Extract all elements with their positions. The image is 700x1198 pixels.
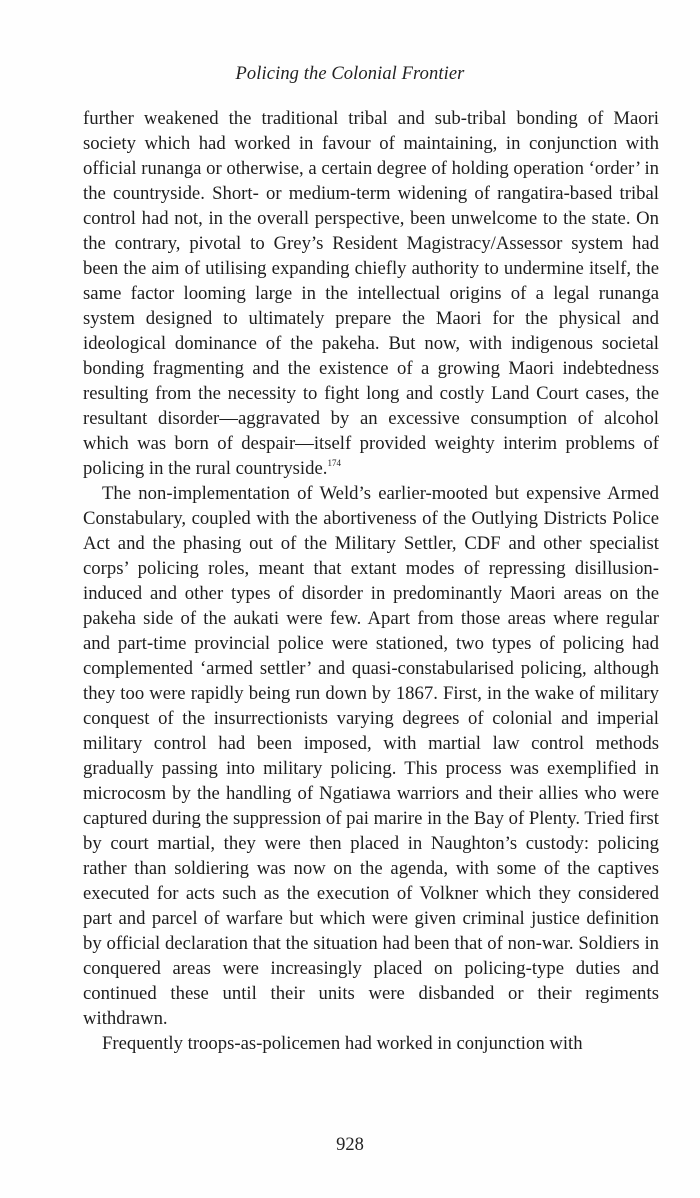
paragraph-1 <box>83 106 659 481</box>
body-text <box>83 106 659 1056</box>
paragraph-3-text: Frequently troops-as-policemen had worked in conjunction with <box>102 1033 583 1054</box>
paragraph-1-text: further weakened the traditional tribal and sub-tribal bonding of Maori society which had worked in favour of maintaining, in conjunction with official runanga or otherwise, a certain degree of holding operation ‘order’ in the countryside. Short- or medium-term widening of rangatira-based tribal control had not, in the overall perspective, been unwelcome to the state. On the contrary, pivotal to Grey’s Resident Magistracy/Assessor system had been the aim of utilising expanding chiefly authority to undermine itself, the same factor looming large in the intellectual origins of a legal runanga system designed to ultimately prepare the Maori for the physical and ideological dominance of the pakeha. But now, with indigenous societal bonding fragmenting and the existence of a growing Maori indebtedness resulting from the necessity to fight long and costly Land Court cases, the resultant disorder—aggravated by an excessive consumption of alcohol which was born of despair—itself provided weighty interim problems of policing in the rural countryside. <box>83 108 659 479</box>
page-number: 928 <box>336 1135 364 1155</box>
paragraph-2-text: The non-implementation of Weld’s earlier-mooted but expensive Armed Constabulary, coupled with the abortiveness of the Outlying Districts Police Act and the phasing out of the Military Settler, CDF and other specialist corps’ policing roles, meant that extant modes of repressing disillusion-induced and other types of disorder in predominantly Maori areas on the pakeha side of the aukati were few. Apart from those areas where regular and part-time provincial police were stationed, two types of policing had complemented ‘armed settler’ and quasi-constabularised policing, although they too were rapidly being run down by 1867. First, in the wake of military conquest of the insurrectionists varying degrees of colonial and imperial military control had been imposed, with martial law control methods gradually passing into military policing. This process was exemplified in microcosm by the handling of Ngatiawa warriors and their allies who were captured during the suppression of pai marire in the Bay of Plenty. Tried first by court martial, they were then placed in Naughton’s custody: policing rather than soldiering was now on the agenda, with some of the captives executed for acts such as the execution of Volkner which they considered part and parcel of warfare but which were given criminal justice definition by official declaration that the situation had been that of non-war. Soldiers in conquered areas were increasingly placed on policing-type duties and continued these until their units were disbanded or their regiments withdrawn. <box>83 483 659 1029</box>
paragraph-2 <box>83 481 659 1031</box>
paragraph-3 <box>83 1031 659 1056</box>
footnote-marker[interactable]: 174 <box>327 457 341 468</box>
running-head: Policing the Colonial Frontier <box>235 64 465 84</box>
